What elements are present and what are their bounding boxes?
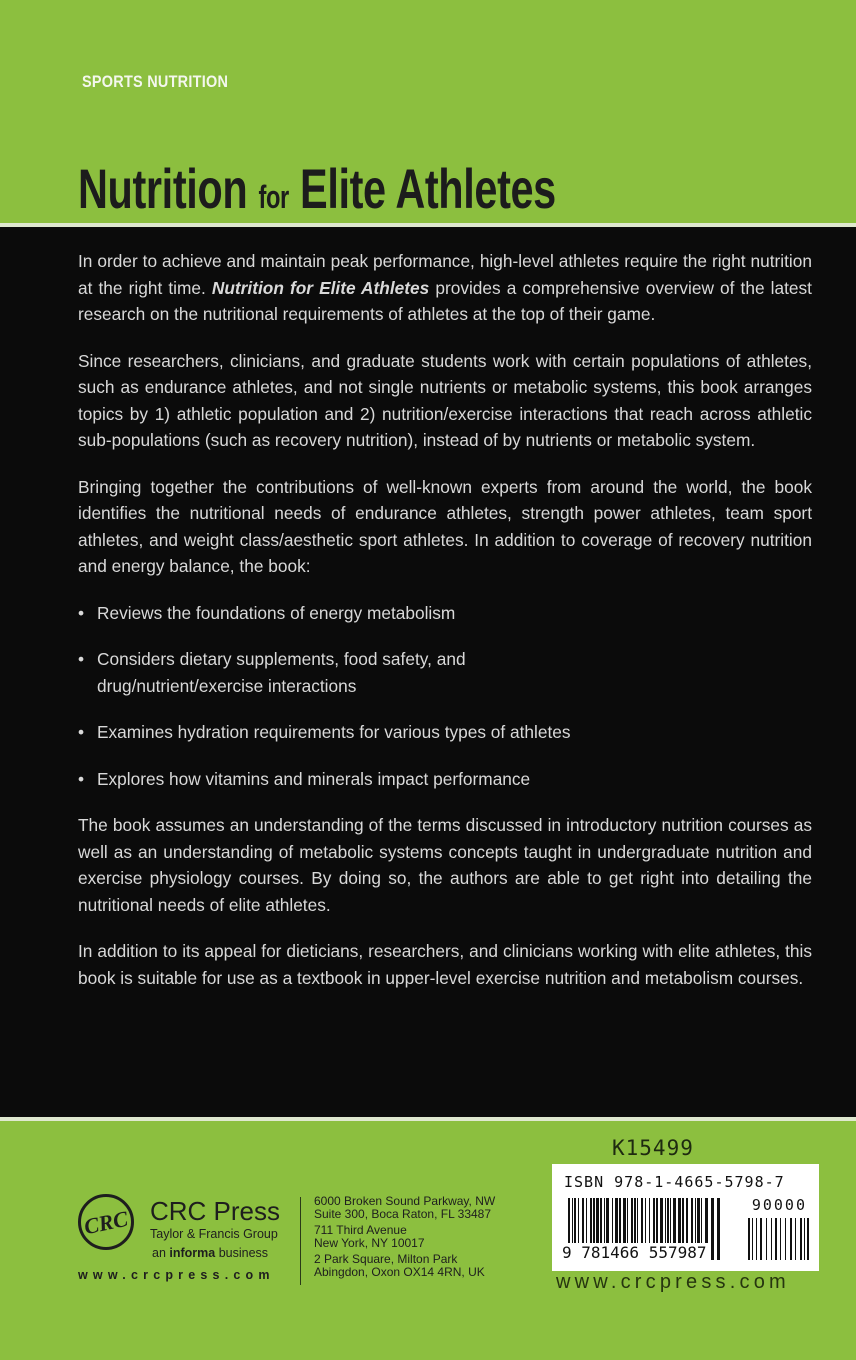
publisher-group: Taylor & Francis Group [150,1227,278,1241]
barcode-url: www.crcpress.com [556,1271,790,1293]
addon-bar [785,1218,786,1260]
book-title [78,156,556,221]
addon-bar [807,1218,809,1260]
feature-list [78,600,812,793]
text: an [152,1246,170,1260]
title-part1: Nutrition [78,157,248,220]
address-us-fl [314,1195,495,1221]
paragraph-1 [78,248,812,328]
publisher-url: www.crcpress.com [78,1268,275,1282]
address-line: Suite 300, Boca Raton, FL 33487 [314,1207,492,1221]
barcode-bar [717,1198,720,1260]
list-item: • Examines hydration requirements for various types of athletes [78,719,812,746]
barcode-bar [711,1198,714,1260]
publisher-addresses [314,1195,495,1282]
title-for: for [258,179,289,215]
addon-bar [804,1218,805,1260]
addon-bar [780,1218,781,1260]
addon-bar [760,1218,762,1260]
paragraph-3: Bringing together the contributions of well-known experts from around the world, the book identifies the nutritional needs of endurance athletes, strength power athletes, team sport athletes, and weight class/aesthetic sport athletes. In addition to coverage of recovery nutrition and energy balance, the book: [78,476,812,576]
address-line: 711 Third Avenue [314,1223,407,1237]
address-line: New York, NY 10017 [314,1236,425,1250]
logo-text: CRC [81,1205,131,1240]
addon-bar [752,1218,753,1260]
product-code: K15499 [612,1136,694,1160]
divider-bottom [0,1117,856,1121]
paragraph-5: In addition to its appeal for dieticians, researchers, and clinicians working with elite athletes, this book is suitable for use as a textbook in upper-level exercise nutrition and metabolism courses. [78,941,812,988]
addon-bar [756,1218,757,1260]
paragraph-4: The book assumes an understanding of the terms discussed in introductory nutrition courses as well as an understanding of metabolic systems concepts taught in undergraduate nutrition and exercise physiology courses. By doing so, the authors are able to get right into detailing the nutritional needs of elite athletes. [78,815,812,915]
text: business [215,1246,269,1260]
price-addon: 90000 [751,1196,807,1214]
informa-tagline [152,1246,268,1260]
list-item: • Explores how vitamins and minerals impact performance [78,766,812,793]
text: provides a comprehensive overview of the latest research on the nutritional requirements of athletes at the top of their game. [78,277,812,324]
crc-logo [78,1194,134,1250]
address-line: 2 Park Square, Milton Park [314,1252,458,1266]
addon-bar [790,1218,792,1260]
addon-bar [775,1218,777,1260]
addon-bar [795,1218,796,1260]
list-item: • Reviews the foundations of energy metabolism [78,600,812,627]
address-us-ny [314,1224,495,1250]
isbn-text: ISBN 978-1-4665-5798-7 [564,1173,785,1191]
list-item: • Considers dietary supplements, food safety, and drug/nutrient/exercise interactions [78,646,487,699]
title-part2: Elite Athletes [300,157,556,220]
isbn-barcode [552,1164,819,1271]
paragraph-2: Since researchers, clinicians, and graduate students work with certain populations of athletes, such as endurance athletes, and not single nutrients or metabolic systems, this book arranges topics by 1) athletic population and 2) nutrition/exercise interactions that reach across athletic sub-populations (such as recovery nutrition), instead of by nutrients or metabolic system. [78,350,812,450]
addon-bar [800,1218,802,1260]
text: In order to achieve and maintain peak performance, high-level athletes require the right nutrition at the right time. [78,251,812,298]
barcode-digits: 9 781466 557987 [562,1243,707,1262]
informa: informa [169,1246,216,1260]
title-mention: Nutrition for Elite Athletes [211,277,430,298]
book-description [78,248,812,1011]
addon-bar [766,1218,767,1260]
address-line: Abingdon, Oxon OX14 4RN, UK [314,1265,485,1279]
address-uk [314,1253,495,1279]
addon-bar [771,1218,772,1260]
address-line: 6000 Broken Sound Parkway, NW [314,1194,496,1208]
addon-bar [748,1218,750,1260]
divider [300,1197,301,1285]
series-label: SPORTS NUTRITION [82,72,229,91]
publisher-name: CRC Press [150,1196,281,1226]
